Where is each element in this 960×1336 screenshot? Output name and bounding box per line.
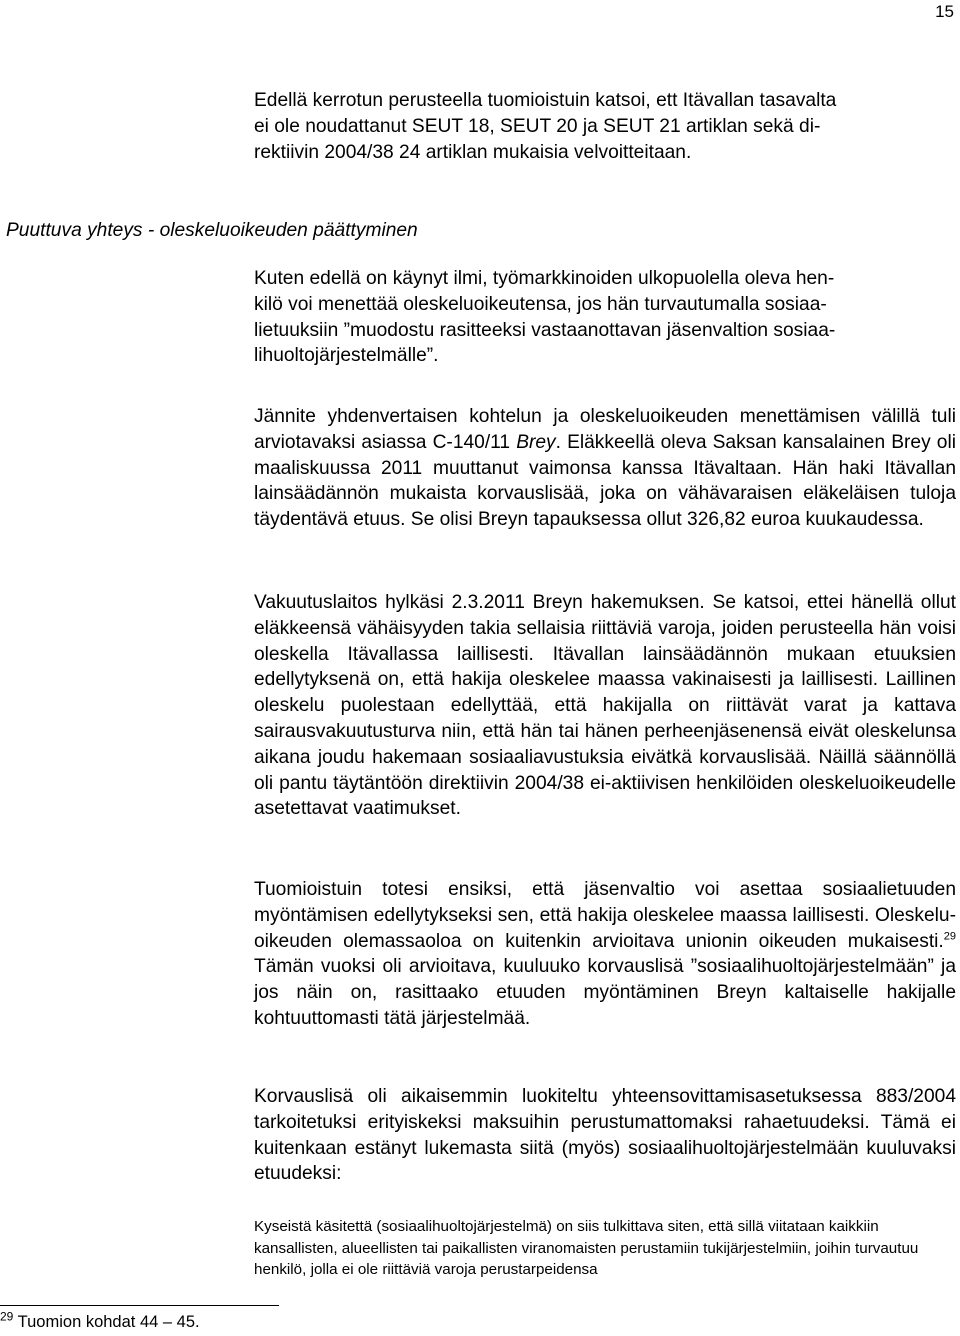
block-quote: Kyseistä käsitettä (sosiaalihuoltojärjestelmä) on siis tulkittava siten, että sillä viitataan kaikkiin kansallisten, alueellisten tai paikallisten viranomaisten perustamiin tukijärjestelmiin, joihin turvautuu henkilö, jolla ei ole riittäviä varoja perustarpeidensa (254, 1218, 919, 1278)
paragraph-conclusion (254, 88, 956, 165)
footnote-divider (0, 1305, 279, 1306)
paragraph-text: . Eläkkeellä oleva Saksan kansalainen Brey oli maaliskuussa 2011 muuttanut vaimonsa kanssa Itävaltaan. Hän haki Itävallan lainsäädännön mukaista korvauslisää, joka on vähävaraisen eläkeläisen tuloja täydentävä etuus. Se olisi Breyn tapauksessa ollut 326,82 euroa kuukaudessa. (254, 431, 956, 531)
paragraph-brey-case (254, 404, 956, 533)
page-number: 15 (935, 2, 954, 21)
paragraph-text: Tämän vuoksi oli arvioitava, kuuluuko korvauslisä ”sosiaalihuoltojärjestelmään” ja jos näin on, rasittaako etuuden myöntäminen Breyn kaltaiselle hakijalle kohtuuttomasti tätä järjestelmää. (254, 956, 956, 1029)
paragraph-text: Jännite yhdenvertaisen kohtelun ja oleskeluoikeuden menettämisen välillä tuli arviotavaksi asiassa C-140/11 (254, 406, 956, 453)
paragraph-line: Kuten edellä on käynyt ilmi, työmarkkinoiden ulkopuolella oleva hen- (254, 268, 835, 289)
section-heading: Puuttuva yhteys - oleskeluoikeuden päättyminen (6, 220, 418, 241)
paragraph-insurance-decision: Vakuutuslaitos hylkäsi 2.3.2011 Breyn hakemuksen. Se katsoi, ettei hänellä ollut eläkkeensä vähäisyyden takia sellaisia riittäviä varoja, joiden perusteella hän voisi oleskella Itävallassa laillisesti. Itävallan lainsäädännön mukaan etuuksien edellytyksenä on, että hakija oleskelee maassa vakinaisesti ja laillisesti. Laillinen oleskelu puolestaan edellyttää, että hakijalla on riittävät varat ja kattava sairausvakuutusturva niin, että hän tai hänen perheenjäsenensä eivät oleskelunsa aikana joudu hakemaan sosiaaliavustuksia eivätkä korvauslisää. Näillä säännöllä oli pantu täytäntöön direktiivin 2004/38 ei-aktiivisen henkilöiden oleskeluoikeudelle asetettavat vaatimukset. (254, 592, 956, 820)
paragraph-text: Tuomioistuin totesi ensiksi, että jäsenvaltio voi asettaa sosiaalietuuden myöntämisen edellytykseksi sen, että hakija oleskelee maassa laillisesti. Oleskelu-oikeuden olemassaoloa on kuitenkin arvioitava unionin oikeuden mukaisesti. (254, 879, 956, 952)
case-name: Brey (516, 431, 556, 453)
footnote-number: 29 (0, 1309, 14, 1324)
paragraph-line: kilö voi menettää oleskeluoikeutensa, jos hän turvautumalla sosiaa- (254, 293, 827, 315)
paragraph-line: lietuuksiin ”muodostu rasitteeksi vastaanottavan jäsenvaltion sosiaa- (254, 319, 836, 341)
footnote-reference: 29 (943, 930, 956, 943)
paragraph-line: ei ole noudattanut SEUT 18, SEUT 20 ja SEUT 21 artiklan sekä di- (254, 115, 821, 137)
paragraph-line: Edellä kerrotun perusteella tuomioistuin katsoi, ett Itävallan tasavalta (254, 90, 837, 111)
footnote-text: Tuomion kohdat 44 – 45. (17, 1313, 200, 1331)
footnote (0, 1309, 200, 1332)
paragraph-intro (254, 266, 956, 369)
paragraph-line: rektiivin 2004/38 24 artiklan mukaisia velvoitteitaan. (254, 141, 692, 163)
paragraph-line: lihuoltojärjestelmälle”. (254, 345, 439, 367)
paragraph-classification: Korvauslisä oli aikaisemmin luokiteltu yhteensovittamisasetuksessa 883/2004 tarkoitetuksi erityiskeksi maksuihin perustumattomaksi rahaetuudeksi. Tämä ei kuitenkaan estänyt lukemasta siitä (myös) sosiaalihuoltojärjestelmään kuuluvaksi etuudeksi: (254, 1086, 956, 1185)
paragraph-court-finding (254, 877, 956, 1032)
